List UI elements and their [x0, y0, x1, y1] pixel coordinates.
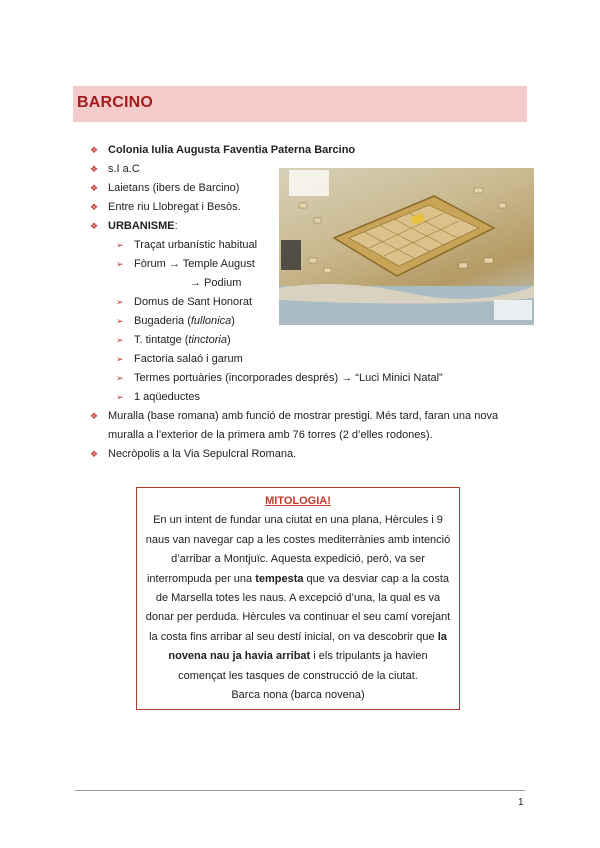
diamond-bullet-icon: ❖	[90, 221, 99, 231]
arrow-bullet-icon: ➢	[116, 392, 124, 402]
sub-item-continuation: → Podium	[190, 277, 242, 289]
arrow-bullet-icon: ➢	[116, 316, 124, 326]
sub-item: ➢ Factoria salaó i garum	[90, 350, 530, 369]
page-title: BARCINO	[77, 94, 154, 111]
arrow-bullet-icon: ➢	[116, 240, 124, 250]
diamond-bullet-icon: ❖	[90, 449, 99, 459]
barcino-illustration	[279, 168, 534, 325]
sub-item: ➢ T. tintatge (tinctoria)	[90, 331, 530, 350]
mythology-box	[136, 487, 460, 710]
list-item: ❖ URBANISME:	[90, 217, 530, 236]
sub-item: ➢ Fòrum → Temple August	[90, 255, 530, 274]
list-item: ❖ Muralla (base romana) amb funció de mostrar prestigi. Més tard, faran una nova muralla a l’exterior de la primera amb 76 torres (2 d’elles rodones).	[90, 407, 530, 445]
arrow-bullet-icon: ➢	[116, 259, 124, 269]
box-title: MITOLOGIA!	[265, 495, 331, 507]
list-item: ❖ Laietans (ibers de Barcino)	[90, 179, 530, 198]
arrow-bullet-icon: ➢	[116, 297, 124, 307]
arrow-bullet-icon: ➢	[116, 354, 124, 364]
sub-item: ➢ Traçat urbanístic habitual	[90, 236, 530, 255]
sub-item: ➢ Termes portuàries (incorporades després) → “Luci Minici Natal”	[90, 369, 530, 388]
sub-item: ➢ Domus de Sant Honorat	[90, 293, 530, 312]
diamond-bullet-icon: ❖	[90, 183, 99, 193]
list-item: ❖ Colonia Iulia Augusta Faventia Paterna Barcino	[90, 141, 530, 160]
sub-item: ➢ 1 aqüeductes	[90, 388, 530, 407]
sub-item: ➢ Bugaderia (fullonica)	[90, 312, 530, 331]
title-banner	[73, 86, 527, 122]
arrow-bullet-icon: ➢	[116, 335, 124, 345]
footer-divider	[75, 790, 525, 791]
list-item: ❖ Necròpolis a la Via Sepulcral Romana.	[90, 445, 530, 464]
diamond-bullet-icon: ❖	[90, 411, 99, 421]
diamond-bullet-icon: ❖	[90, 164, 99, 174]
list-item: ❖ Entre riu Llobregat i Besòs.	[90, 198, 530, 217]
diamond-bullet-icon: ❖	[90, 145, 99, 155]
page-number: 1	[518, 797, 524, 808]
list-item: ❖ s.I a.C	[90, 160, 530, 179]
diamond-bullet-icon: ❖	[90, 202, 99, 212]
box-body: En un intent de fundar una ciutat en una plana, Hèrcules i 9 naus van navegar cap a les costes mediterrànies amb intenció d’arribar a Montjuïc. Aquesta expedició, però, va ser interrompuda per una tempesta que va desviar cap a la costa de Marsella totes les naus. A excepció d’una, la qual es va donar per perduda. Hèrcules va continuar el seu camí vorejant la costa fins arribar al seu destí inicial, on va descobrir que la novena nau ja havia arribat i els tripulants ja havien començat les tasques de construcció de la ciutat. Barca nona (barca novena)	[145, 514, 451, 702]
arrow-bullet-icon: ➢	[116, 373, 124, 383]
roman-city-drawing	[279, 168, 534, 325]
